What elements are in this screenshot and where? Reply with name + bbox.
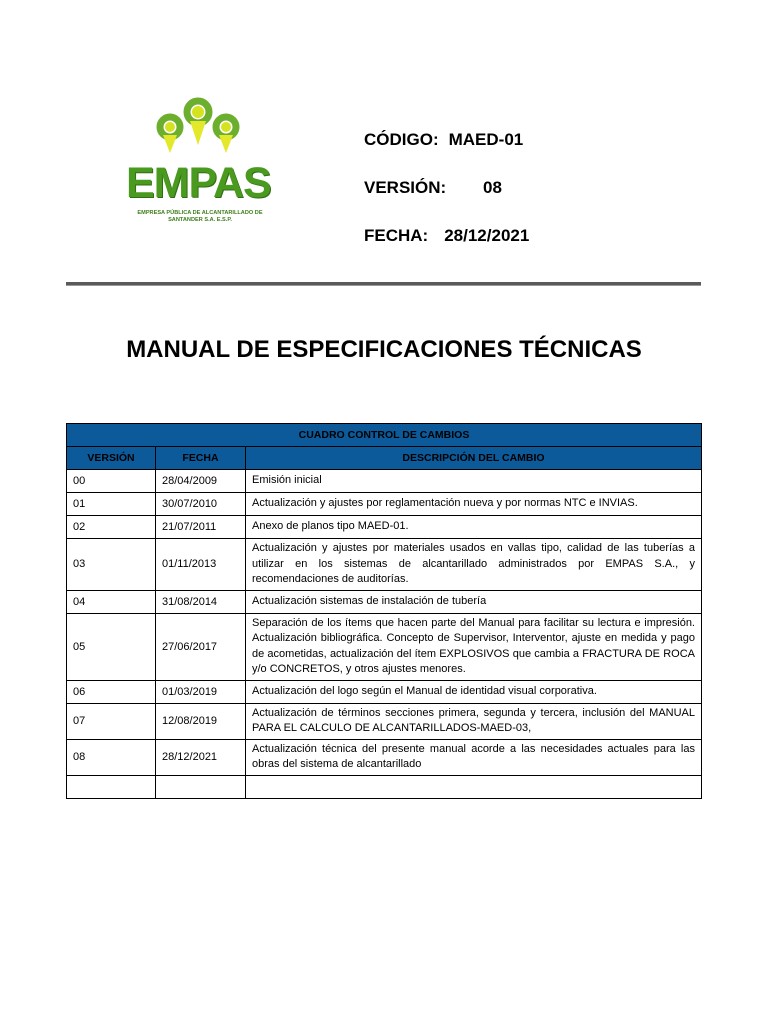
version-line: [364, 178, 502, 198]
descripcion-cell: [246, 775, 702, 798]
fecha-cell: 27/06/2017: [156, 613, 246, 680]
location-pins-icon: [118, 95, 278, 165]
version-cell: 02: [67, 516, 156, 539]
table-row: [67, 516, 702, 539]
fecha-cell: 12/08/2019: [156, 703, 246, 739]
table-caption: CUADRO CONTROL DE CAMBIOS: [67, 424, 702, 447]
descripcion-cell: Anexo de planos tipo MAED-01.: [246, 516, 702, 539]
logo-subtitle: EMPRESA PÚBLICA DE ALCANTARILLADO DE SANTANDER S.A. E.S.P.: [137, 210, 263, 223]
logo-wordmark: EMPAS: [126, 159, 271, 207]
table-header-row: [67, 447, 702, 470]
fecha-cell: 28/12/2021: [156, 739, 246, 775]
version-cell: 03: [67, 539, 156, 591]
table-row: [67, 590, 702, 613]
version-cell: 07: [67, 703, 156, 739]
table-row: [67, 739, 702, 775]
fecha-cell: 01/11/2013: [156, 539, 246, 591]
fecha-cell: 31/08/2014: [156, 590, 246, 613]
fecha-cell: [156, 775, 246, 798]
fecha-value: 28/12/2021: [444, 226, 530, 245]
version-cell: 05: [67, 613, 156, 680]
column-header-fecha: FECHA: [156, 447, 246, 470]
descripcion-cell: Actualización de términos secciones primera, segunda y tercera, inclusión del MANUAL PARA EL CALCULO DE ALCANTARILLADOS-MAED-03,: [246, 703, 702, 739]
empas-logo: [118, 95, 278, 235]
version-value: 08: [483, 178, 502, 197]
version-cell: 01: [67, 493, 156, 516]
column-header-version: VERSIÓN: [67, 447, 156, 470]
version-cell: 08: [67, 739, 156, 775]
version-cell: 04: [67, 590, 156, 613]
fecha-line: [364, 226, 529, 246]
fecha-cell: 28/04/2009: [156, 470, 246, 493]
table-row: [67, 470, 702, 493]
fecha-cell: 30/07/2010: [156, 493, 246, 516]
table-row: [67, 680, 702, 703]
descripcion-cell: Emisión inicial: [246, 470, 702, 493]
table-row: [67, 613, 702, 680]
document-title: MANUAL DE ESPECIFICACIONES TÉCNICAS: [126, 336, 642, 363]
codigo-value: MAED-01: [448, 130, 524, 149]
codigo-label: CÓDIGO:: [364, 130, 439, 149]
version-cell: 06: [67, 680, 156, 703]
table-row: [67, 493, 702, 516]
descripcion-cell: Actualización del logo según el Manual de identidad visual corporativa.: [246, 680, 702, 703]
fecha-label: FECHA:: [364, 226, 429, 245]
fecha-cell: 21/07/2011: [156, 516, 246, 539]
descripcion-cell: Actualización sistemas de instalación de tubería: [246, 590, 702, 613]
version-cell: 00: [67, 470, 156, 493]
version-label: VERSIÓN:: [364, 178, 447, 197]
descripcion-cell: Actualización y ajustes por materiales usados en vallas tipo, calidad de las tuberías a utilizar en los sistemas de alcantarillado administrados por EMPAS S.A., y recomendaciones de auditorías.: [246, 539, 702, 591]
header-divider: [66, 282, 701, 286]
column-header-descripcion: DESCRIPCIÓN DEL CAMBIO: [246, 447, 702, 470]
table-caption-row: [67, 424, 702, 447]
fecha-cell: 01/03/2019: [156, 680, 246, 703]
descripcion-cell: Separación de los ítems que hacen parte del Manual para facilitar su lectura e impresión. Actualización bibliográfica. Concepto de Supervisor, Interventor, ajuste en medida y pago de acometidas, actualización del ítem EXPLOSIVOS que cambia a FRACTURA DE ROCA y/o CONCRETOS, y otros ajustes menores.: [246, 613, 702, 680]
descripcion-cell: Actualización y ajustes por reglamentación nueva y por normas NTC e INVIAS.: [246, 493, 702, 516]
table-row: [67, 539, 702, 591]
change-control-table: [66, 423, 702, 799]
version-cell: [67, 775, 156, 798]
table-row: [67, 775, 702, 798]
table-row: [67, 703, 702, 739]
codigo-line: [364, 130, 523, 150]
descripcion-cell: Actualización técnica del presente manual acorde a las necesidades actuales para las obras del sistema de alcantarillado: [246, 739, 702, 775]
